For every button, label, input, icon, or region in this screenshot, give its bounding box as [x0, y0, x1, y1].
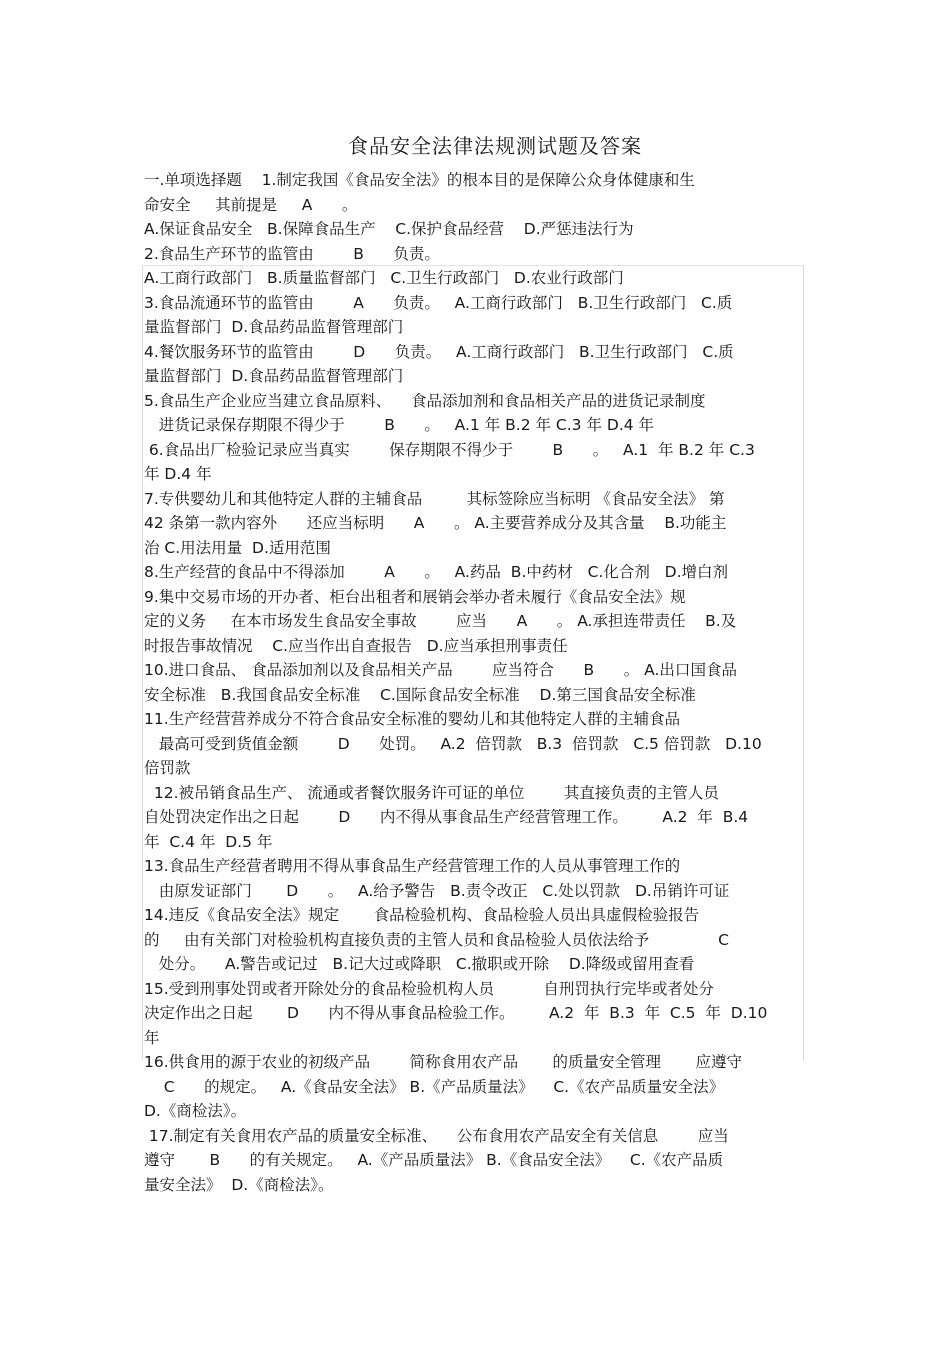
text-line: 7.专供婴幼儿和其他特定人群的主辅食品 其标签除应当标明 《食品安全法》 第	[144, 489, 725, 508]
text-line: 17.制定有关食用农产品的质量安全标准、 公布食用农产品安全有关信息 应当	[144, 1126, 729, 1145]
text-line: 8.生产经营的食品中不得添加 A 。 A.药品 B.中药材 C.化合剂 D.增白剂	[144, 563, 728, 581]
text-line: C 的规定。 A.《食品安全法》 B.《产品质量法》 C.《农产品质量安全法》	[144, 1077, 725, 1096]
text-line: 13.食品生产经营者聘用不得从事食品生产经营管理工作的人员从事管理工作的	[144, 857, 681, 875]
text-line: 2.食品生产环节的监管由 B 负责。	[144, 244, 440, 263]
text-line: 量安全法》 D.《商检法》。	[144, 1175, 334, 1194]
text-line: D.《商检法》。	[144, 1102, 247, 1120]
text-line: 由原发证部门 D 。 A.给予警告 B.责令改正 C.处以罚款 D.吊销许可证	[144, 881, 730, 900]
text-line: 4.餐饮服务环节的监管由 D 负责。 A.工商行政部门 B.卫生行政部门 C.质	[144, 342, 734, 361]
text-line: 遵守 B 的有关规定。 A.《产品质量法》 B.《食品安全法》 C.《农产品质	[144, 1151, 724, 1169]
text-line: 3.食品流通环节的监管由 A 负责。 A.工商行政部门 B.卫生行政部门 C.质	[144, 293, 733, 312]
text-line: 倍罚款	[144, 759, 191, 777]
text-line: 时报告事故情况 C.应当作出自查报告 D.应当承担刑事责任	[144, 636, 568, 655]
text-line: 自处罚决定作出之日起 D 内不得从事食品生产经营管理工作。 A.2 年 B.4	[144, 808, 749, 826]
document-body	[144, 168, 808, 1197]
text-line: 15.受到刑事处罚或者开除处分的食品检验机构人员 自刑罚执行完毕或者处分	[144, 979, 714, 998]
document-title: 食品安全法律法规测试题及答案	[348, 134, 642, 158]
text-line: 治 C.用法用量 D.适用范围	[144, 538, 331, 557]
text-line: 决定作出之日起 D 内不得从事食品检验工作。 A.2 年 B.3 年 C.5 年 D.10	[144, 1004, 768, 1022]
text-line: 10.进口食品、 食品添加剂以及食品相关产品 应当符合 B 。 A.出口国食品	[144, 661, 737, 679]
text-line: A.保证食品安全 B.保障食品生产 C.保护食品经营 D.严惩违法行为	[144, 220, 634, 238]
text-line: 11.生产经营营养成分不符合食品安全标准的婴幼儿和其他特定人群的主辅食品	[144, 710, 681, 728]
text-line: 42 条第一款内容外 还应当标明 A 。 A.主要营养成分及其含量 B.功能主	[144, 514, 727, 532]
text-line: 12.被吊销食品生产、 流通或者餐饮服务许可证的单位 其直接负责的主管人员	[144, 783, 719, 802]
text-line: 年 D.4 年	[144, 465, 212, 483]
text-line: 6.食品出厂检验记录应当真实 保存期限不得少于 B 。 A.1 年 B.2 年 C.3	[144, 440, 755, 459]
text-line: 年	[144, 1028, 160, 1047]
text-line: 处分。 A.警告或记过 B.记大过或降职 C.撤职或开除 D.降级或留用查看	[144, 955, 695, 973]
text-line: 量监督部门 D.食品药品监督管理部门	[144, 318, 404, 336]
text-line: 定的义务 在本市场发生食品安全事故 应当 A 。 A.承担连带责任 B.及	[144, 612, 737, 630]
text-line: 一.单项选择题 1.制定我国《食品安全法》的根本目的是保障公众身体健康和生	[144, 171, 695, 189]
text-line: 安全标准 B.我国食品安全标准 C.国际食品安全标准 D.第三国食品安全标准	[144, 685, 696, 704]
text-line: 年 C.4 年 D.5 年	[144, 832, 273, 851]
text-line: A.工商行政部门 B.质量监督部门 C.卫生行政部门 D.农业行政部门	[144, 269, 624, 287]
text-line: 的 由有关部门对检验机构直接负责的主管人员和食品检验人员依法给予 C	[144, 930, 729, 949]
text-line: 9.集中交易市场的开办者、柜台出租者和展销会举办者未履行《食品安全法》规	[144, 587, 686, 606]
text-line: 量监督部门 D.食品药品监督管理部门	[144, 367, 404, 385]
text-line: 5.食品生产企业应当建立食品原料、 食品添加剂和食品相关产品的进货记录制度	[144, 391, 706, 410]
text-line: 进货记录保存期限不得少于 B 。 A.1 年 B.2 年 C.3 年 D.4 年	[144, 416, 655, 434]
text-line: 最高可受到货值金额 D 处罚。 A.2 倍罚款 B.3 倍罚款 C.5 倍罚款 D.10	[144, 734, 762, 753]
text-line: 14.违反《食品安全法》规定 食品检验机构、食品检验人员出具虚假检验报告	[144, 906, 700, 924]
text-line: 命安全 其前提是 A 。	[144, 195, 358, 214]
text-line: 16.供食用的源于农业的初级产品 简称食用农产品 的质量安全管理 应遵守	[144, 1053, 743, 1071]
